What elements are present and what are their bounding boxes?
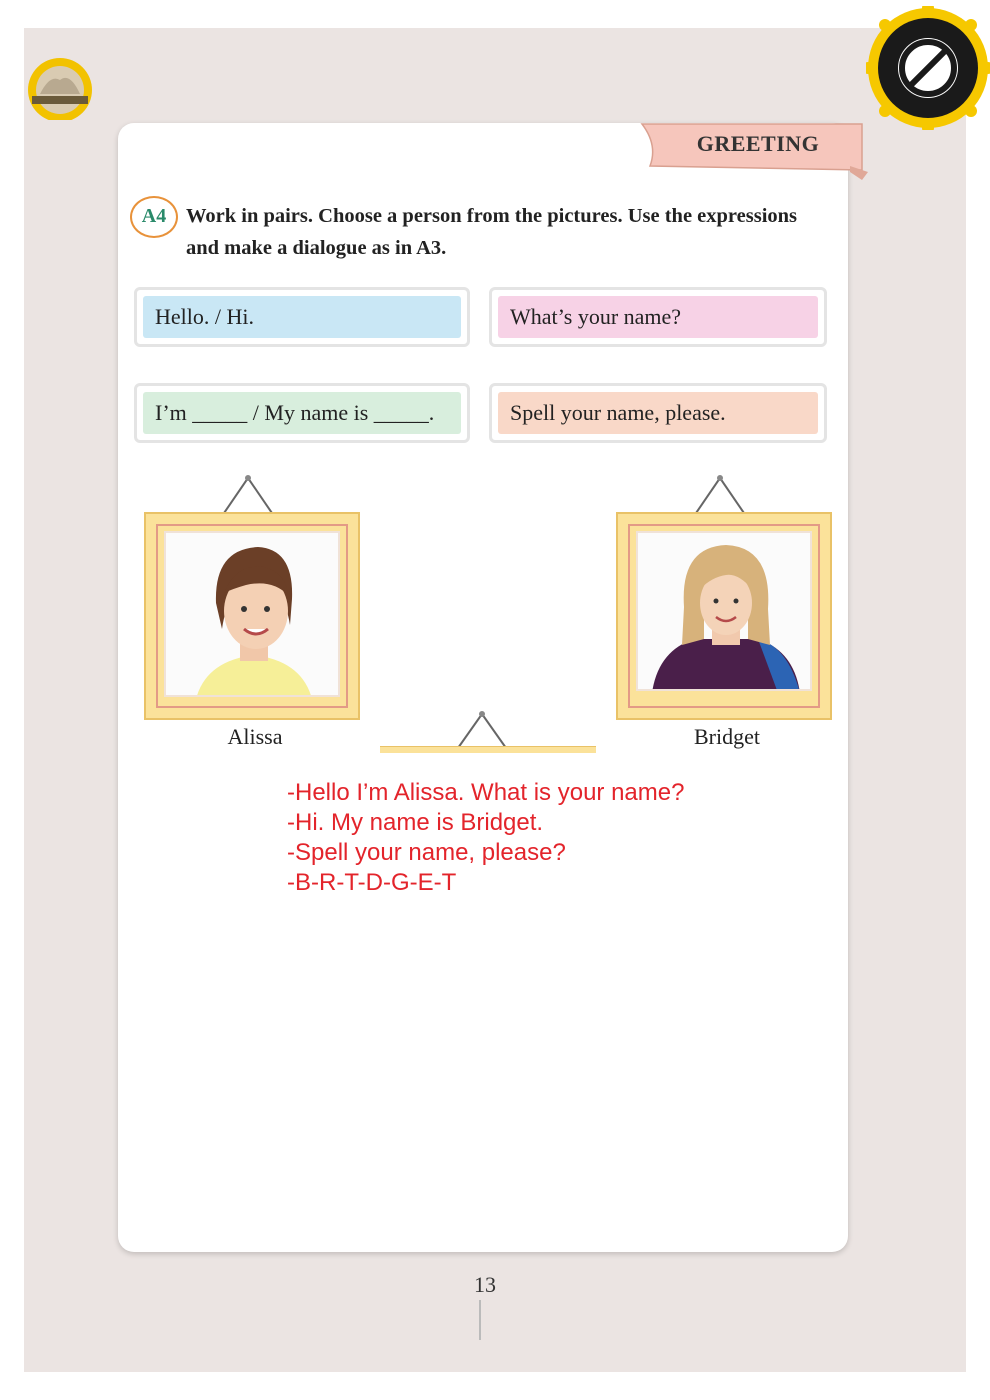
expression-text: Hello. / Hi. [155, 304, 254, 329]
dialogue-line: -B-R-T-D-G-E-T [287, 869, 457, 896]
section-title: GREETING [696, 131, 820, 156]
picture-hanger-icon [452, 710, 512, 750]
page-number: 13 [474, 1272, 496, 1297]
expression-text: Spell your name, please. [510, 400, 726, 425]
dialogue-line: -Spell your name, please? [287, 839, 566, 866]
handwritten-dialogue [287, 778, 807, 898]
abbyy-finereader-badge[interactable] [866, 6, 990, 130]
photo-bridget [636, 531, 812, 691]
expression-box-whats-your-name [489, 287, 827, 347]
exercise-badge: A4 [130, 196, 178, 238]
girl-portrait-icon [166, 533, 340, 697]
instruction-line-2: and make a dialogue as in A3. [186, 237, 447, 259]
photo-alissa [164, 531, 340, 697]
page-divider-line [479, 1300, 481, 1340]
instruction-line-1: Work in pairs. Choose a person from the pictures. Use the expressions [186, 205, 798, 227]
top-strip [0, 0, 990, 28]
dialogue-line: -Hello I’m Alissa. What is your name? [287, 779, 685, 806]
expression-box-spell-name [489, 383, 827, 443]
girl-portrait-icon [638, 533, 812, 691]
picture-frame-partial [380, 746, 596, 753]
expression-box-hello [134, 287, 470, 347]
expression-box-im [134, 383, 470, 443]
picture-name-alissa: Alissa [227, 724, 283, 749]
expression-text: I’m _____ / My name is _____. [155, 400, 435, 425]
expression-text: What’s your name? [510, 304, 682, 329]
exercise-instruction [186, 200, 846, 264]
scanner-seal-icon [10, 50, 110, 120]
picture-name-bridget: Bridget [694, 724, 760, 749]
dialogue-line: -Hi. My name is Bridget. [287, 809, 544, 836]
